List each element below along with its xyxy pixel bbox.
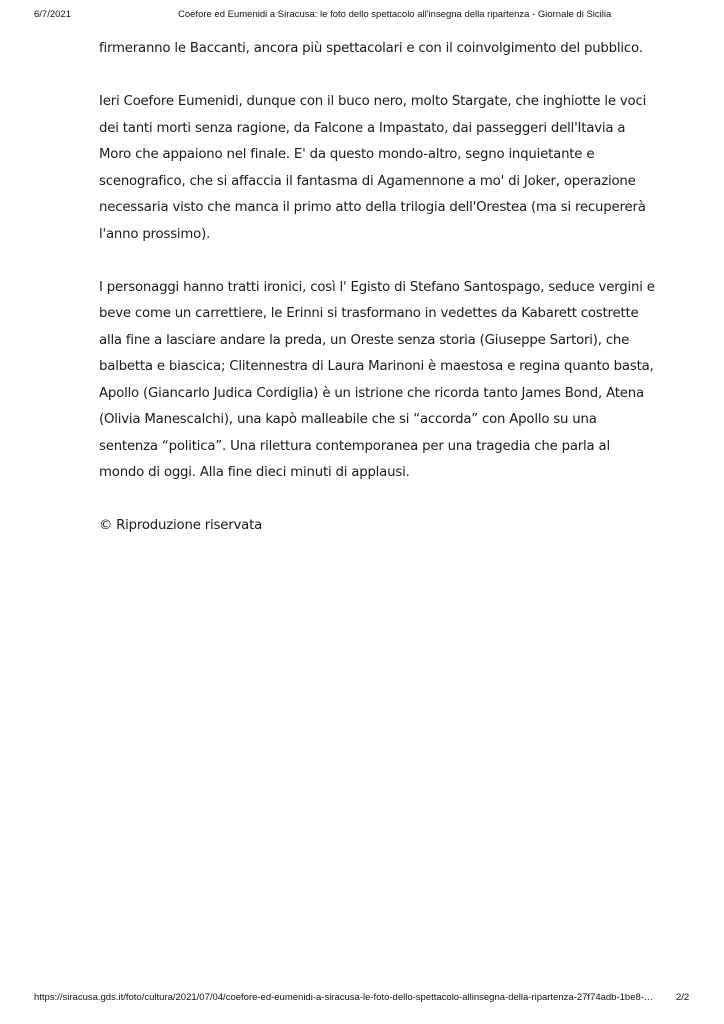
print-header bbox=[0, 9, 724, 23]
print-footer bbox=[0, 992, 724, 1006]
article-paragraph: firmeranno le Baccanti, ancora più spettacolari e con il coinvolgimento del pubblico. bbox=[99, 41, 643, 56]
copyright-notice: © Riproduzione riservata bbox=[99, 518, 263, 533]
page-url[interactable]: https://siracusa.gds.it/foto/cultura/2021/07/04/coefore-ed-eumenidi-a-siracusa-le-foto-dello-spettacolo-allinsegna-della-ripartenza-27f74adb-1be8-… bbox=[34, 992, 654, 1003]
article-paragraph: I personaggi hanno tratti ironici, così l' Egisto di Stefano Santospago, seduce vergini e beve come un carrettiere, le Erinni si trasformano in vedettes da Kabarett costrette alla fine a lasciare andare la preda, un Oreste senza storia (Giuseppe Sartori), che balbetta e biascica; Clitennestra di Laura Marinoni è maestosa e regina quanto basta, Apollo (Giancarlo Judica Cordiglia) è un istrione che ricorda tanto James Bond, Atena (Olivia Manescalchi), una kapò malleabile che si “accorda” con Apollo su una sentenza “politica”. Una rilettura contemporanea per una tragedia che parla al mondo di oggi. Alla fine dieci minuti di applausi. bbox=[99, 279, 655, 480]
article-body bbox=[99, 36, 659, 566]
print-date: 6/7/2021 bbox=[34, 9, 71, 20]
page-title: Coefore ed Eumenidi a Siracusa: le foto dello spettacolo all'insegna della ripartenza - Giornale di Sicilia bbox=[178, 9, 612, 20]
page-number: 2/2 bbox=[676, 992, 690, 1003]
article-paragraph: Ieri Coefore Eumenidi, dunque con il buco nero, molto Stargate, che inghiotte le voci dei tanti morti senza ragione, da Falcone a Impastato, dai passeggeri dell'Itavia a Moro che appaiono nel finale. E' da questo mondo-altro, segno inquietante e scenografico, che si affaccia il fantasma di Agamennone a mo' di Joker, operazione necessaria visto che manca il primo atto della trilogia dell'Orestea (ma si recupererà l'anno prossimo). bbox=[99, 94, 647, 242]
